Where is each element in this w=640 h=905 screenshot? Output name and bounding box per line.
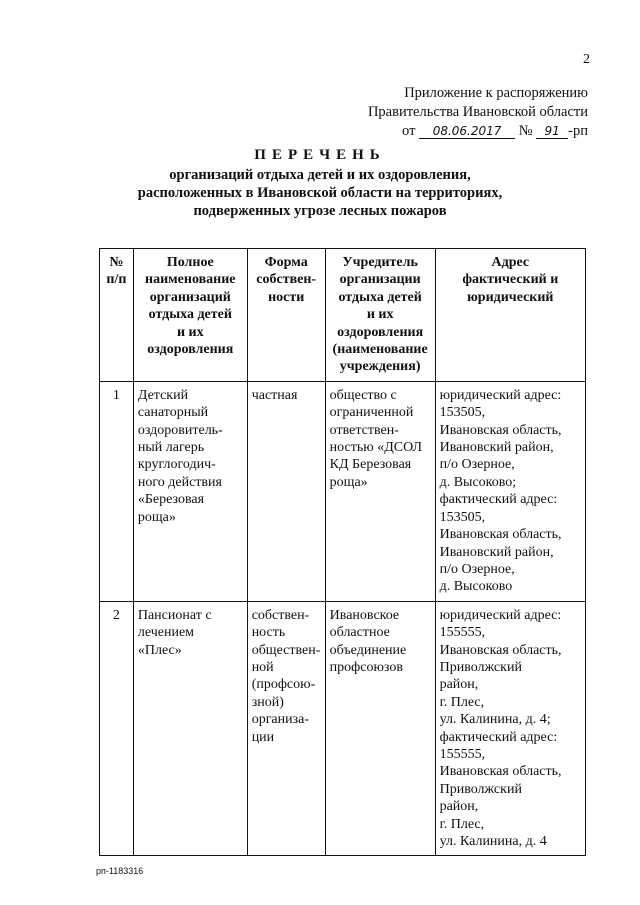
organizations-table (99, 248, 586, 856)
cell-ownership: частная (247, 381, 325, 601)
handwritten-number: 91 (536, 124, 568, 139)
cell-address: юридический адрес: 155555, Ивановская область, Приволжский район, г. Плес, ул. Калинина, д. 4; фактический адрес: 155555, Ивановская область, Приволжский район, г. Плес, ул. Калинина, д. 4 (435, 601, 585, 856)
cell-address: юридический адрес: 153505, Ивановская область, Ивановский район, п/о Озерное, д. Высоково; фактический адрес: 153505, Ивановская область, Ивановский район, п/о Озерное, д. Высоково (435, 381, 585, 601)
title-heading: ПЕРЕЧЕНЬ (254, 147, 386, 163)
appendix-line-3 (368, 122, 588, 141)
number-label: № (518, 123, 533, 139)
cell-founder: Ивановское областное объединение профсоюзов (325, 601, 435, 856)
cell-founder: общество с ограниченной ответствен- ностью «ДСОЛ КД Березовая роща» (325, 381, 435, 601)
cell-name: Детский санаторный оздоровитель- ный лагерь круглогодич- ного действия «Березовая роща» (133, 381, 247, 601)
table-row (100, 381, 586, 601)
cell-number: 1 (100, 381, 134, 601)
header-number: № п/п (100, 249, 134, 382)
header-name: Полное наименование организаций отдыха детей и их оздоровления (133, 249, 247, 382)
title-line-2: расположенных в Ивановской области на территориях, (137, 185, 503, 201)
header-address: Адрес фактический и юридический (435, 249, 585, 382)
header-founder: Учредитель организации отдыха детей и их оздоровления (наименование учреждения) (325, 249, 435, 382)
title-line-3: подверженных угрозе лесных пожаров (193, 203, 447, 219)
appendix-block (368, 84, 588, 141)
table-header-row (100, 249, 586, 382)
cell-ownership: собствен- ность обществен- ной (профсою- зной) организа- ции (247, 601, 325, 856)
title-line-1: организаций отдыха детей и их оздоровления, (169, 167, 471, 183)
footer-code: рп-1183316 (96, 866, 144, 876)
header-ownership: Форма собствен- ности (247, 249, 325, 382)
appendix-line-2: Правительства Ивановской области (367, 104, 588, 120)
cell-name: Пансионат с лечением «Плес» (133, 601, 247, 856)
appendix-line-1: Приложение к распоряжению (404, 85, 588, 101)
number-suffix: -рп (568, 123, 588, 139)
table-row (100, 601, 586, 856)
page-number: 2 (583, 52, 590, 67)
document-title (0, 146, 640, 220)
cell-number: 2 (100, 601, 134, 856)
from-label: от (402, 123, 416, 139)
handwritten-date: 08.06.2017 (419, 124, 515, 139)
